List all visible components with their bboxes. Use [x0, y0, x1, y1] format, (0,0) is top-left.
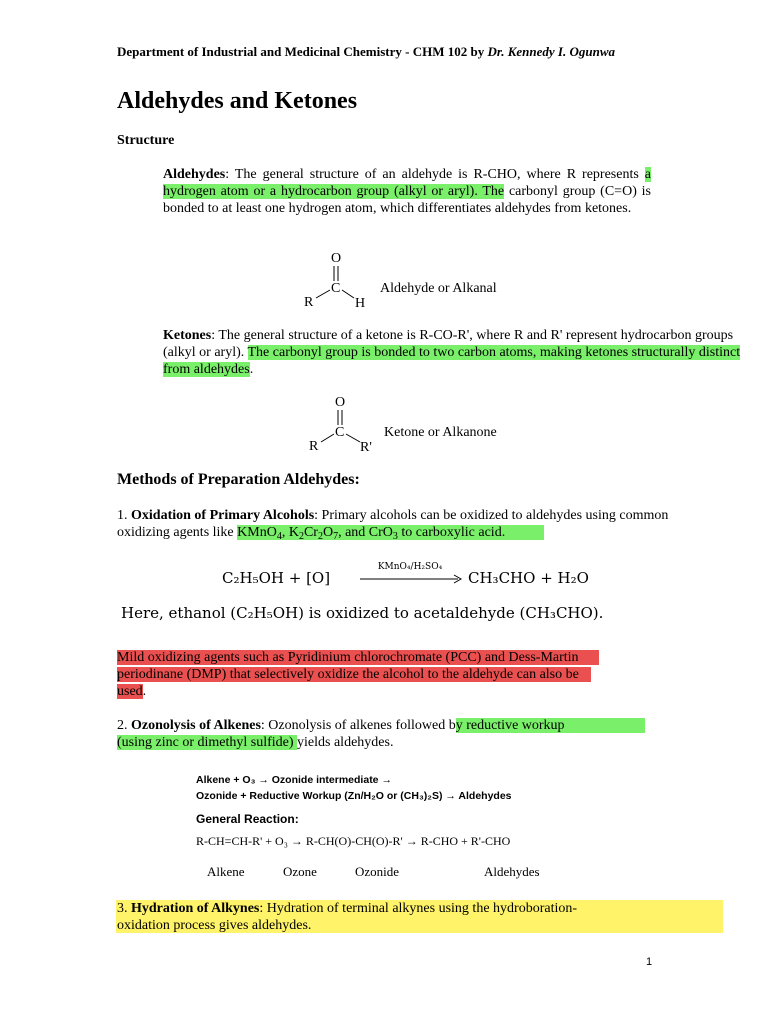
aldehyde-oxygen: O [331, 251, 342, 266]
method2-paragraph: 2. Ozonolysis of Alkenes: Ozonolysis of alkenes followed by reductive workup (using zinc or dimethyl sulfide) yields aldehydes. [117, 717, 717, 751]
ketone-carbon: C [335, 425, 345, 440]
mild-note-line2: periodinane (DMP) that selectively oxidize the alcohol to the aldehyde can also be [117, 667, 591, 682]
ketones-highlight: The carbonyl group is bonded to two carbon atoms, making ketones structurally distinct from aldehydes [163, 345, 741, 377]
method3-paragraph: 3. Hydration of Alkynes: Hydration of terminal alkynes using the hydroboration- oxidation process gives aldehydes. [117, 901, 578, 933]
label-aldehydes: Aldehydes [484, 864, 540, 879]
aldehydes-paragraph: Aldehydes: The general structure of an aldehyde is R-CHO, where R represents a hydrogen atom or a hydrocarbon group (alkyl or aryl). The carbonyl group (C=O) is bonded to at least one hydrogen atom, which differentiates aldehydes from ketones. [163, 167, 651, 216]
oxidation-equation-right: CH₃CHO + H₂O [468, 569, 589, 587]
ketone-label: Ketone or Alkanone [384, 425, 497, 440]
mild-note-paragraph: Mild oxidizing agents such as Pyridinium chlorochromate (PCC) and Dess-Martin periodinane (DMP) that selectively oxidize the alcohol to the aldehyde can also be used. [117, 649, 767, 700]
label-alkene: Alkene [207, 864, 245, 879]
oxidation-equation-left: C₂H₅OH + [O] [222, 569, 331, 587]
mild-note-line1: Mild oxidizing agents such as Pyridinium chlorochromate (PCC) and Dess-Martin [117, 650, 599, 665]
label-ozonide: Ozonide [355, 864, 400, 879]
page-number: 1 [646, 956, 653, 968]
aldehydes-highlight: a hydrogen atom or a hydrocarbon group (alkyl or aryl). The [163, 167, 651, 199]
method1-paragraph: 1. Oxidation of Primary Alcohols: Primary alcohols can be oxidized to aldehydes using common oxidizing agents like KMnO$_4$, $K_2Cr_2O_7$, and CrO$_3$ to carboxylic acid. [117, 508, 669, 542]
ketone-oxygen: O [335, 395, 346, 410]
ketone-r-group: R [309, 439, 319, 454]
header-author: Dr. Kennedy I. Ogunwa [487, 44, 615, 59]
structure-heading: Structure [117, 133, 175, 148]
method1-term: Oxidation of Primary Alcohols [131, 508, 315, 523]
bond-r-prime [346, 434, 360, 442]
oxidation-equation-reagent: KMnO₄/H₂SO₄ [377, 562, 443, 572]
bond-h [342, 290, 354, 298]
mild-note-line3: used [117, 684, 143, 699]
reaction-arrow [358, 574, 464, 584]
ketone-structure [300, 392, 384, 456]
methods-heading: Methods of Preparation Aldehydes: [117, 471, 360, 488]
ozonolysis-step-1: Alkene + O₃ → Ozonide intermediate → [196, 774, 392, 786]
aldehyde-label: Aldehyde or Alkanal [380, 281, 497, 296]
aldehyde-hydrogen: H [355, 296, 366, 311]
equation-note: Here, ethanol (C₂H₅OH) is oxidized to acetaldehyde (CH₃CHO). [121, 604, 604, 622]
aldehyde-r-group: R [304, 295, 314, 310]
header-department: Department of Industrial and Medicinal Chemistry - CHM 102 by [117, 44, 488, 59]
general-reaction-equation: R-CH=CH-R' + O₃ → R-CH(O)-CH(O)-R' → R-CHO + R'-CHO [196, 834, 511, 848]
ozonolysis-steps [196, 772, 512, 804]
page-title: Aldehydes and Ketones [117, 88, 358, 114]
aldehyde-carbon: C [331, 281, 341, 296]
ketone-r-prime-group: R' [360, 440, 372, 455]
general-reaction-heading: General Reaction: [196, 812, 299, 826]
method1-highlight: KMnO$_4$, $K_2Cr_2O_7$, and CrO$_3$ to carboxylic acid. [237, 525, 544, 540]
bond-r [316, 290, 330, 298]
ketones-term: Ketones [163, 328, 212, 343]
method2-highlight-1: y reductive workup [456, 718, 645, 733]
document-header [117, 44, 615, 60]
ketones-paragraph: Ketones: The general structure of a ketone is R-CO-R', where R and R' represent hydrocarbon groups (alkyl or aryl). The carbonyl group is bonded to two carbon atoms, making ketones structurally distinct from aldehydes. [163, 328, 741, 377]
method2-term: Ozonolysis of Alkenes [131, 718, 261, 733]
aldehydes-term: Aldehydes [163, 167, 226, 182]
ozonolysis-step-2: Ozonide + Reductive Workup (Zn/H₂O or (CH₃)₂S) → Aldehydes [196, 790, 512, 802]
bond-r [321, 434, 334, 442]
aldehyde-structure [300, 248, 380, 312]
method3-term: Hydration of Alkynes [131, 901, 260, 916]
label-ozone: Ozone [283, 864, 317, 879]
method2-highlight-2: (using zinc or dimethyl sulfide) [117, 735, 298, 750]
